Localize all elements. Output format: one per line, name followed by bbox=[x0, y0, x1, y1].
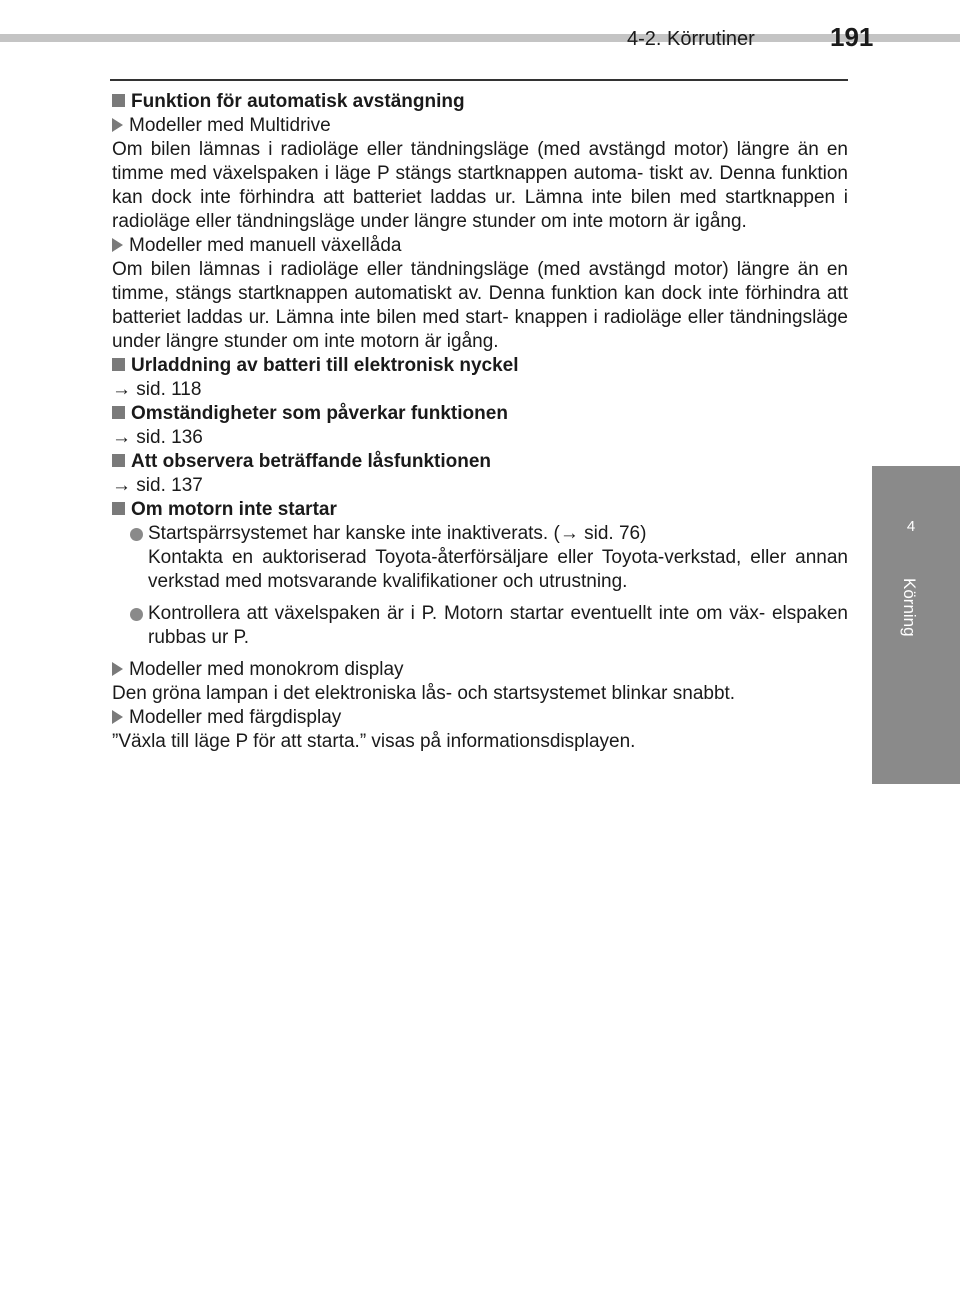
square-bullet-icon bbox=[112, 358, 125, 371]
section-heading-conditions: Omständigheter som påverkar funktionen bbox=[112, 402, 848, 426]
bullet-text-contact-dealer: Kontakta en auktoriserad Toyota-återförsäljare eller Toyota-verkstad, eller annan verkstad med motsvarande kvalifikationer och utrustning. bbox=[148, 547, 848, 592]
header-band bbox=[0, 34, 960, 42]
triangle-bullet-icon bbox=[112, 238, 123, 252]
circle-bullet-icon bbox=[130, 608, 143, 621]
paragraph-multidrive: Om bilen lämnas i radioläge eller tändningsläge (med avstängd motor) längre än en timme med växelspaken i läge P stängs startknappen automa- tiskt av. Denna funktion kan dock inte förhindra att batteriet laddas ur. Lämna inte bilen med startknappen i radioläge eller tändningsläge under längre stunder om inte motorn är igång. bbox=[112, 139, 848, 232]
subheading-manual: Modeller med manuell växellåda bbox=[112, 234, 848, 258]
chapter-tab-number: 4 bbox=[906, 518, 916, 535]
square-bullet-icon bbox=[112, 406, 125, 419]
subheading-multidrive: Modeller med Multidrive bbox=[112, 114, 848, 138]
bullet-text-immobilizer: Startspärrsystemet har kanske inte inaktiverats. (→ sid. 76) bbox=[148, 523, 647, 544]
paragraph-manual: Om bilen lämnas i radioläge eller tändningsläge (med avstängd motor) längre än en timme, stängs startknappen automatiskt av. Denna funktion kan dock inte förhindra att batteriet laddas ur. Lämna inte bilen med start- knappen i radioläge eller tändningsläge under längre stunder om inte motorn är igång. bbox=[112, 259, 848, 352]
paragraph-monochrome: Den gröna lampan i det elektroniska lås- och startsystemet blinkar snabbt. bbox=[112, 683, 736, 704]
subheading-color-display: Modeller med färgdisplay bbox=[112, 706, 848, 730]
section-heading-auto-shutoff: Funktion för automatisk avstängning bbox=[112, 90, 848, 114]
section-heading-key-battery: Urladdning av batteri till elektronisk nyckel bbox=[112, 354, 848, 378]
list-item bbox=[130, 522, 848, 594]
square-bullet-icon bbox=[112, 454, 125, 467]
triangle-bullet-icon bbox=[112, 662, 123, 676]
list-item bbox=[130, 602, 848, 650]
circle-bullet-icon bbox=[130, 528, 143, 541]
bullet-text-shift-lever: Kontrollera att växelspaken är i P. Motorn startar eventuellt inte om väx- elspaken rubbas ur P. bbox=[148, 603, 848, 648]
page-reference-link[interactable]: → sid. 118 bbox=[112, 379, 202, 400]
header-rule bbox=[110, 79, 848, 81]
page-number: 191 bbox=[830, 22, 874, 52]
chapter-tab-title: Körning bbox=[900, 578, 919, 637]
section-heading-lock-notes: Att observera beträffande låsfunktionen bbox=[112, 450, 848, 474]
triangle-bullet-icon bbox=[112, 710, 123, 724]
square-bullet-icon bbox=[112, 502, 125, 515]
section-heading-engine-no-start: Om motorn inte startar bbox=[112, 498, 848, 522]
page-reference-link[interactable]: → sid. 136 bbox=[112, 427, 203, 448]
triangle-bullet-icon bbox=[112, 118, 123, 132]
paragraph-color-display: ”Växla till läge P för att starta.” visas på informationsdisplayen. bbox=[112, 731, 636, 752]
page-content bbox=[112, 90, 848, 754]
section-label: 4-2. Körrutiner bbox=[627, 28, 755, 50]
square-bullet-icon bbox=[112, 94, 125, 107]
subheading-monochrome: Modeller med monokrom display bbox=[112, 658, 848, 682]
page-reference-link[interactable]: → sid. 137 bbox=[112, 475, 203, 496]
